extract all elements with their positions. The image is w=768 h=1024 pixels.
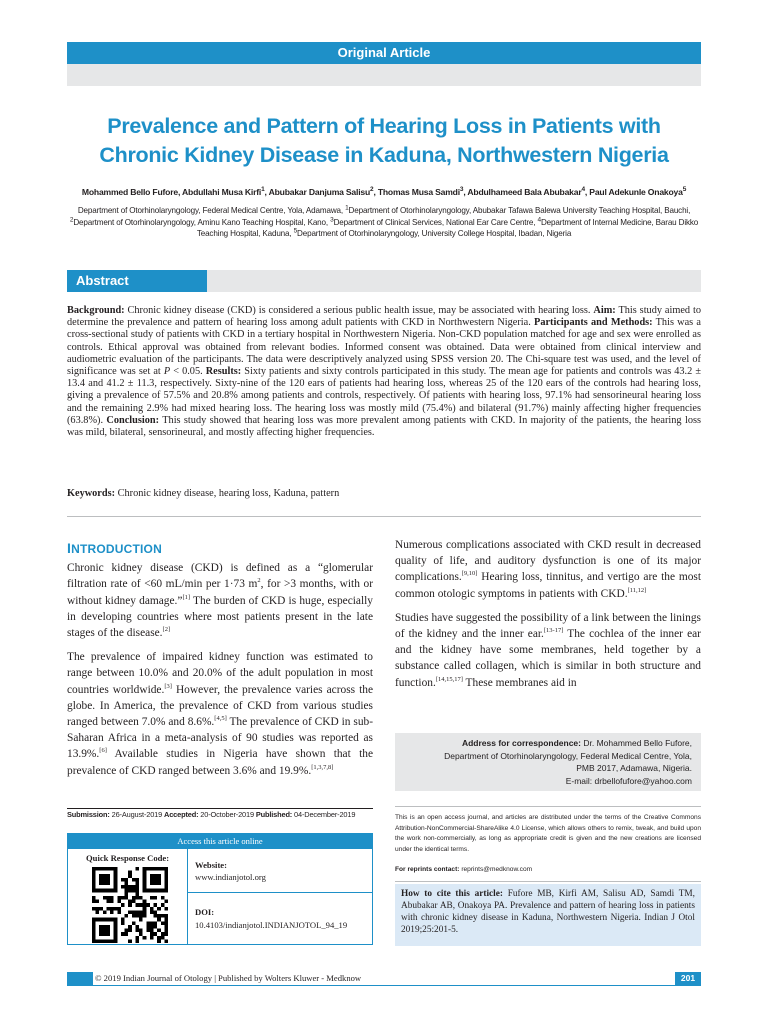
citation-label: How to cite this article: [401, 889, 503, 899]
aim-text: This study aimed to determine the prevalence and pattern of hearing loss among adult patients with CKD in Northwestern Nigeria. [67, 305, 701, 329]
intro-paragraph-1 [67, 560, 373, 641]
citation-ref[interactable]: [1] [182, 593, 191, 601]
text: Studies have suggested the possibility of a link between the linings of the kidney and the inner ear. [395, 611, 701, 641]
correspondence-line-3: PMB 2017, Adamawa, Nigeria. [576, 763, 692, 773]
citation-ref[interactable]: [1,3,7,8] [311, 763, 334, 771]
right-column [395, 537, 701, 699]
doi-link[interactable]: 10.4103/indianjotol.INDIANJOTOL_94_19 [195, 920, 348, 930]
citation-ref[interactable]: [11,12] [627, 586, 647, 594]
background-text: Chronic kidney disease (CKD) is considered a serious public health issue, may be associated with hearing loss. [124, 305, 594, 316]
conclusion-label: Conclusion: [106, 414, 160, 426]
correspondence-line-1 [395, 737, 692, 750]
p-value: < 0.05. [170, 366, 206, 378]
keywords-label: Keywords: [67, 488, 116, 499]
footer-text: © 2019 Indian Journal of Otology | Published by Wolters Kluwer - Medknow [95, 973, 362, 983]
affiliation-sup: 1 [345, 204, 349, 212]
heading-rest: NTRODUCTION [71, 542, 162, 556]
author: Abubakar Danjuma Salisu [268, 187, 371, 197]
results-text: Sixty patients and sixty controls participated in this study. The mean age for patients and controls was 43.2 ± 13.4 and 41.2 ± 11.3, respectively. Sixty-nine of the 120 ears of patients had hearing loss, whereas 25 of the 120 ears of the controls had hearing loss, giving a prevalence of 57.5% and 20.8% among patients and controls, respectively. Of patients with hearing loss, 97.1% had sensorineural hearing loss and the remaining 2.9% had mixed hearing loss. The hearing loss was mostly mild (75.4%) and bilateral (91.7%) mainly affecting higher frequencies (63.8%). [67, 366, 701, 426]
page-footer [67, 972, 701, 986]
footer-accent-bar [67, 972, 93, 985]
text: The burden of CKD is huge, especially in developing countries where most patients present in the late stages of the disease. [67, 594, 374, 640]
access-online-box [67, 833, 373, 945]
text: The prevalence of impaired kidney function was estimated to range between 10.0% and 20.0% of the adult population in most countries worldwide. [67, 651, 373, 696]
accepted-date: 20-October-2019 [198, 810, 256, 819]
intro-paragraph-4 [395, 610, 701, 691]
access-heading: Access this article online [68, 834, 372, 849]
abstract-bar [67, 270, 701, 292]
author: Paul Adekunle Onakoya [589, 187, 683, 197]
title-line-1: Prevalence and Pattern of Hearing Loss in Patients with [107, 114, 661, 138]
title-line-2: Chronic Kidney Disease in Kaduna, Northwestern Nigeria [99, 143, 669, 167]
author: Abdullahi Musa Kirfi [182, 187, 262, 197]
abstract-body [67, 305, 701, 439]
results-label: Results: [205, 366, 242, 378]
intro-paragraph-3 [395, 537, 701, 602]
p-symbol: P [163, 366, 171, 378]
license-divider [395, 806, 701, 807]
text: Chronic kidney disease (CKD) is defined as a “glomerular filtration rate of <60 mL/min per 1·73 m [67, 562, 373, 591]
methods-text: This was a cross-sectional study of patients with CKD in a tertiary hospital in Northwestern Nigeria. Non-CKD population matched for age and sex were enrolled as controls. Ethical approval was obtained from relevant bodies. Informed consent was obtained. Data were obtained from clinical interview and audiometric evaluation of the participants. The data were descriptively analyzed using SPSS version 20. The Chi-square test was used, and the level of significance was set at [67, 317, 701, 378]
page-number: 201 [675, 972, 701, 985]
affiliation-sup: 4 [537, 215, 541, 223]
website-link[interactable]: www.indianjotol.org [195, 872, 266, 882]
submission-date: 26-August-2019 [109, 810, 165, 819]
superscript: 2 [257, 577, 261, 585]
published-label: Published: [255, 810, 293, 819]
author: Mohammed Bello Fufore [81, 187, 178, 197]
header-grey-band [67, 64, 701, 86]
correspondence-box [395, 733, 701, 791]
affiliation-sup: 2 [69, 215, 74, 223]
box-divider-horizontal [187, 892, 373, 893]
affiliation: Department of Otorhinolaryngology, Aminu Kano Teaching Hospital, Kano, [73, 217, 331, 227]
keywords-divider [67, 516, 701, 517]
aim-label: Aim: [593, 305, 616, 316]
methods-label: Participants and Methods: [534, 317, 653, 329]
conclusion-text: This study showed that hearing loss was more prevalent among patients with CKD. In majority of the patients, the hearing loss was mild, bilateral, sensorineural, and mostly affecting higher frequencies. [67, 414, 701, 439]
left-column [67, 540, 373, 787]
text: However, the prevalence varies across the globe. In America, the prevalence of CKD from various studies ranged between 7.0% and 8.6%. [67, 683, 373, 729]
author: Abdulhameed Bala Abubakar [467, 187, 582, 197]
author: Thomas Musa Samdi [377, 187, 460, 197]
citation-divider [395, 881, 701, 882]
doi-label: DOI: [195, 907, 215, 917]
affiliation-sup: 3 [330, 215, 334, 223]
heading-initial: I [67, 540, 72, 556]
website-label: Website: [195, 860, 227, 870]
text: Hearing loss, tinnitus, and vertigo are the most common otologic symptoms in patients with CKD. [395, 571, 701, 600]
affiliations [67, 205, 701, 240]
article-title [67, 112, 701, 170]
submission-label: Submission: [67, 810, 110, 819]
correspondence-line-2: Department of Otorhinolaryngology, Federal Medical Centre, Yola, [444, 750, 692, 761]
citation-text: Fufore MB, Kirfi AM, Salisu AD, Samdi TM, Abubakar AB, Onakoya PA. Prevalence and pattern of hearing loss in patients with chronic kidney disease in Kaduna, Northwestern Nigeria. Indian J Otol 2019;25:201-5. [401, 889, 695, 935]
keywords [67, 488, 701, 499]
citation-ref[interactable]: [4,5] [214, 715, 227, 723]
section-label: Original Article [337, 45, 431, 60]
section-header [67, 42, 701, 64]
accepted-label: Accepted: [164, 810, 199, 819]
text: The cochlea of the inner ear and the kidney have some membranes, held together by a substance called collagen, which is similar in both structure and function. [395, 628, 701, 689]
author-sup: 1 [261, 186, 265, 194]
citation-ref[interactable]: [9,10] [461, 570, 478, 578]
dates-divider [67, 808, 373, 809]
citation-ref[interactable]: [6] [99, 747, 107, 755]
correspondence-email[interactable]: E-mail: drbellofufore@yahoo.com [565, 775, 692, 786]
affiliation: Department of Internal Medicine, Barau Dikko Teaching Hospital, Kaduna, [196, 217, 699, 238]
qr-code-icon[interactable] [92, 867, 168, 943]
author-sup: 5 [682, 186, 687, 194]
abstract-heading: Abstract [67, 270, 207, 292]
intro-paragraph-2 [67, 649, 373, 779]
author-sup: 2 [370, 186, 374, 194]
license-text: This is an open access journal, and articles are distributed under the terms of the Creative Commons Attribution-NonCommercial-ShareAlike 4.0 License, which allows others to remix, tweak, and build upon the work non-commercially, as long as appropriate credit is given and the new creations are licensed under the identical terms. [395, 814, 701, 853]
published-date: 04-December-2019 [292, 810, 356, 819]
background-label: Background: [67, 305, 125, 316]
citation-ref[interactable]: [13-17] [543, 627, 564, 635]
reprints-label: For reprints contact: [395, 866, 460, 873]
text: These membranes aid in [462, 676, 577, 689]
submission-dates [67, 810, 373, 819]
citation-ref[interactable]: [14,15,17] [435, 675, 463, 683]
affiliation: Department of Otorhinolaryngology, University College Hospital, Ibadan, Nigeria [297, 229, 572, 238]
affiliation-sup: 5 [293, 227, 298, 235]
keywords-text: Chronic kidney disease, hearing loss, Kaduna, pattern [115, 488, 340, 499]
correspondence-name: Dr. Mohammed Bello Fufore, [580, 738, 692, 748]
affiliation: Department of Otorhinolaryngology, Abubakar Tafawa Balewa University Teaching Hospital, Bauchi, [348, 206, 691, 215]
reprints-contact [395, 866, 701, 873]
citation-ref[interactable]: [3] [164, 682, 172, 690]
text: Available studies in Nigeria have shown that the prevalence of CKD ranged between 3.6% and 19.9%. [67, 748, 373, 777]
qr-label: Quick Response Code: [86, 853, 170, 863]
correspondence-label: Address for correspondence: [461, 738, 581, 748]
text: Numerous complications associated with CKD result in decreased quality of life, and auditory dysfunction is one of its major complications. [395, 539, 701, 584]
text: The prevalence of CKD in sub-Saharan Africa in a meta-analysis of 90 studies was reported as 13.9%. [67, 716, 374, 761]
introduction-heading [67, 540, 373, 557]
citation-box [395, 884, 701, 946]
affiliation: Department of Clinical Services, National Ear Care Centre, [333, 217, 538, 227]
citation-ref[interactable]: [2] [162, 626, 171, 634]
reprints-email[interactable]: reprints@medknow.com [459, 866, 533, 873]
box-divider-vertical [187, 849, 188, 945]
author-sup: 4 [581, 186, 585, 194]
text: , for >3 months, with or without kidney damage.” [67, 578, 373, 607]
author-sup: 3 [459, 186, 464, 194]
affiliation: Department of Otorhinolaryngology, Federal Medical Centre, Yola, Adamawa, [77, 206, 346, 215]
author-list: Mohammed Bello Fufore, Abdullahi Musa Kirfi$^1$, Abubakar Danjuma Salisu$^2$, Thomas Musa Samdi$^3$, Abdulhameed Bala Abubakar$^4$, Paul Adekunle Onakoya$^5$ [81, 186, 687, 197]
